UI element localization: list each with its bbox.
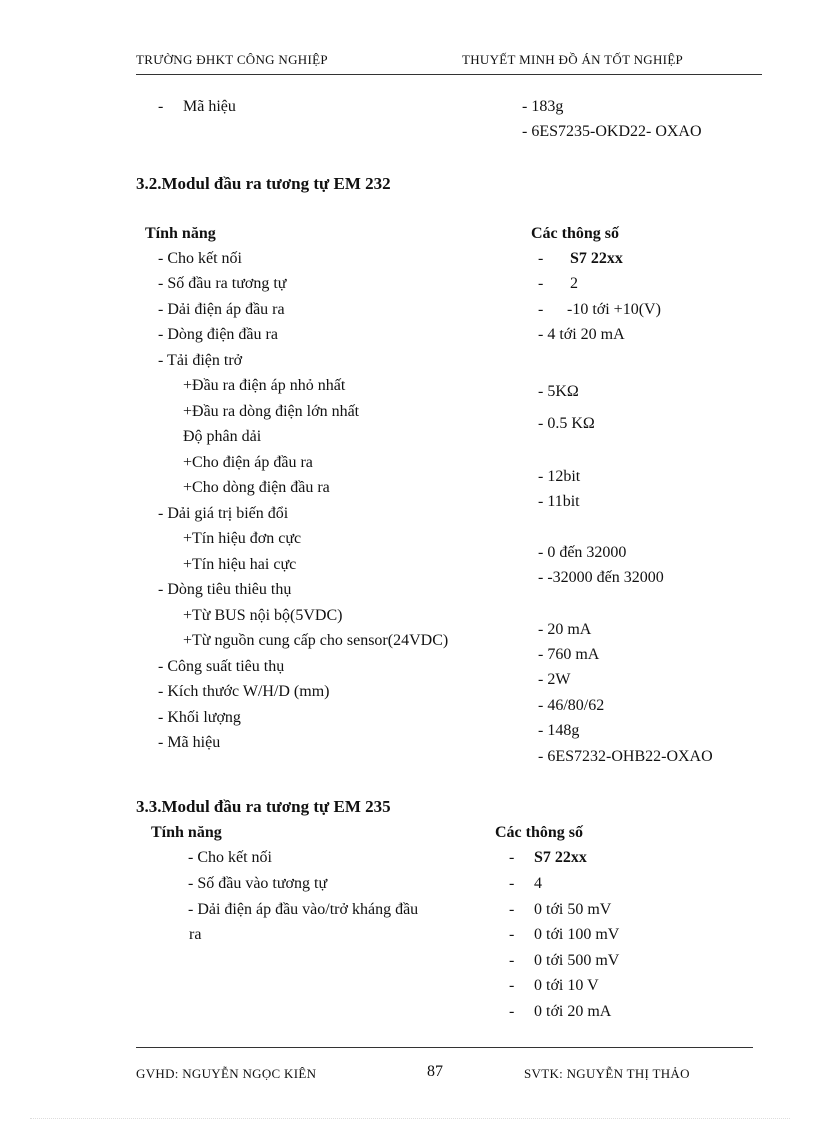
footer-rule: [136, 1047, 753, 1048]
s2-dash: -: [538, 301, 544, 318]
s3-dash: -: [509, 952, 515, 969]
list-item: - 46/80/62: [538, 697, 605, 714]
list-item: - Dòng tiêu thiêu thụ: [158, 581, 292, 598]
top-value-code: - 6ES7235-OKD22- OXAO: [522, 123, 702, 140]
list-item: - 0.5 KΩ: [538, 415, 595, 432]
s2-dash: -: [538, 250, 544, 267]
list-item: +Tín hiệu hai cực: [183, 556, 297, 573]
list-item: - 6ES7232-OHB22-OXAO: [538, 748, 713, 765]
s2-dash: -: [538, 275, 544, 292]
list-item: - Mã hiệu: [158, 734, 221, 751]
list-item: Độ phân dải: [183, 428, 262, 445]
list-item: - Tải điện trở: [158, 352, 243, 369]
list-item: - -32000 đến 32000: [538, 569, 664, 586]
list-item: S7 22xx: [570, 250, 623, 267]
s3-dash: -: [509, 849, 515, 866]
list-item: - 20 mA: [538, 621, 592, 638]
list-item: +Từ BUS nội bộ(5VDC): [183, 607, 343, 624]
list-item: - Cho kết nối: [158, 250, 242, 267]
list-item: +Từ nguồn cung cấp cho sensor(24VDC): [183, 632, 449, 649]
list-item: - 0 đến 32000: [538, 544, 627, 561]
list-item: - Dòng điện đầu ra: [158, 326, 278, 343]
list-item: +Tín hiệu đơn cực: [183, 530, 302, 547]
top-value-weight: - 183g: [522, 98, 564, 115]
list-item: +Đầu ra dòng điện lớn nhất: [183, 403, 360, 420]
list-item: - Dải điện áp đầu vào/trở kháng đầu: [188, 901, 419, 918]
list-item: - Cho kết nối: [188, 849, 272, 866]
list-item: - 5KΩ: [538, 383, 579, 400]
list-item: +Cho dòng điện đầu ra: [183, 479, 330, 496]
list-item: - 12bit: [538, 468, 581, 485]
s3-dash: -: [509, 875, 515, 892]
list-item: - 11bit: [538, 493, 580, 510]
list-item: - Số đầu vào tương tự: [188, 875, 328, 892]
section-3-2-title: 3.2.Modul đầu ra tương tự EM 232: [136, 174, 391, 193]
s3-dash: -: [509, 977, 515, 994]
header-rule: [136, 74, 762, 75]
footer-left: GVHD: NGUYỄN NGỌC KIÊN: [136, 1066, 317, 1081]
list-item: - Số đầu ra tương tự: [158, 275, 287, 292]
s2-col-left-heading: Tính năng: [145, 225, 216, 242]
s2-col-right-heading: Các thông số: [531, 225, 620, 242]
list-item: ra: [189, 926, 202, 943]
list-item: +Đầu ra điện áp nhỏ nhất: [183, 377, 346, 394]
list-item: 4: [534, 875, 542, 892]
page-edge: [30, 1118, 790, 1119]
list-item: -10 tới +10(V): [567, 301, 661, 318]
list-item: 0 tới 50 mV: [534, 901, 612, 918]
list-item: S7 22xx: [534, 849, 587, 866]
top-label: Mã hiệu: [183, 98, 236, 115]
header-left: TRƯỜNG ĐHKT CÔNG NGHIỆP: [136, 52, 328, 67]
s3-dash: -: [509, 926, 515, 943]
list-item: - 4 tới 20 mA: [538, 326, 625, 343]
page-number: 87: [427, 1063, 443, 1080]
list-item: - 760 mA: [538, 646, 600, 663]
footer-right: SVTK: NGUYỄN THỊ THẢO: [524, 1066, 690, 1081]
list-item: - Kích thước W/H/D (mm): [158, 683, 330, 700]
top-dash: -: [158, 98, 164, 115]
section-3-3-title: 3.3.Modul đầu ra tương tự EM 235: [136, 797, 391, 816]
list-item: - 2W: [538, 671, 571, 688]
list-item: - Dải giá trị biến đổi: [158, 505, 289, 522]
list-item: +Cho điện áp đầu ra: [183, 454, 313, 471]
s3-dash: -: [509, 901, 515, 918]
list-item: - Công suất tiêu thụ: [158, 658, 285, 675]
s3-dash: -: [509, 1003, 515, 1020]
s3-col-left-heading: Tính năng: [151, 824, 222, 841]
s3-col-right-heading: Các thông số: [495, 824, 584, 841]
list-item: 0 tới 20 mA: [534, 1003, 612, 1020]
header-right: THUYẾT MINH ĐỒ ÁN TỐT NGHIỆP: [462, 52, 684, 67]
list-item: - Khối lượng: [158, 709, 241, 726]
list-item: 0 tới 500 mV: [534, 952, 620, 969]
list-item: 0 tới 100 mV: [534, 926, 620, 943]
list-item: 2: [570, 275, 578, 292]
list-item: 0 tới 10 V: [534, 977, 599, 994]
list-item: - Dải điện áp đầu ra: [158, 301, 285, 318]
list-item: - 148g: [538, 722, 580, 739]
